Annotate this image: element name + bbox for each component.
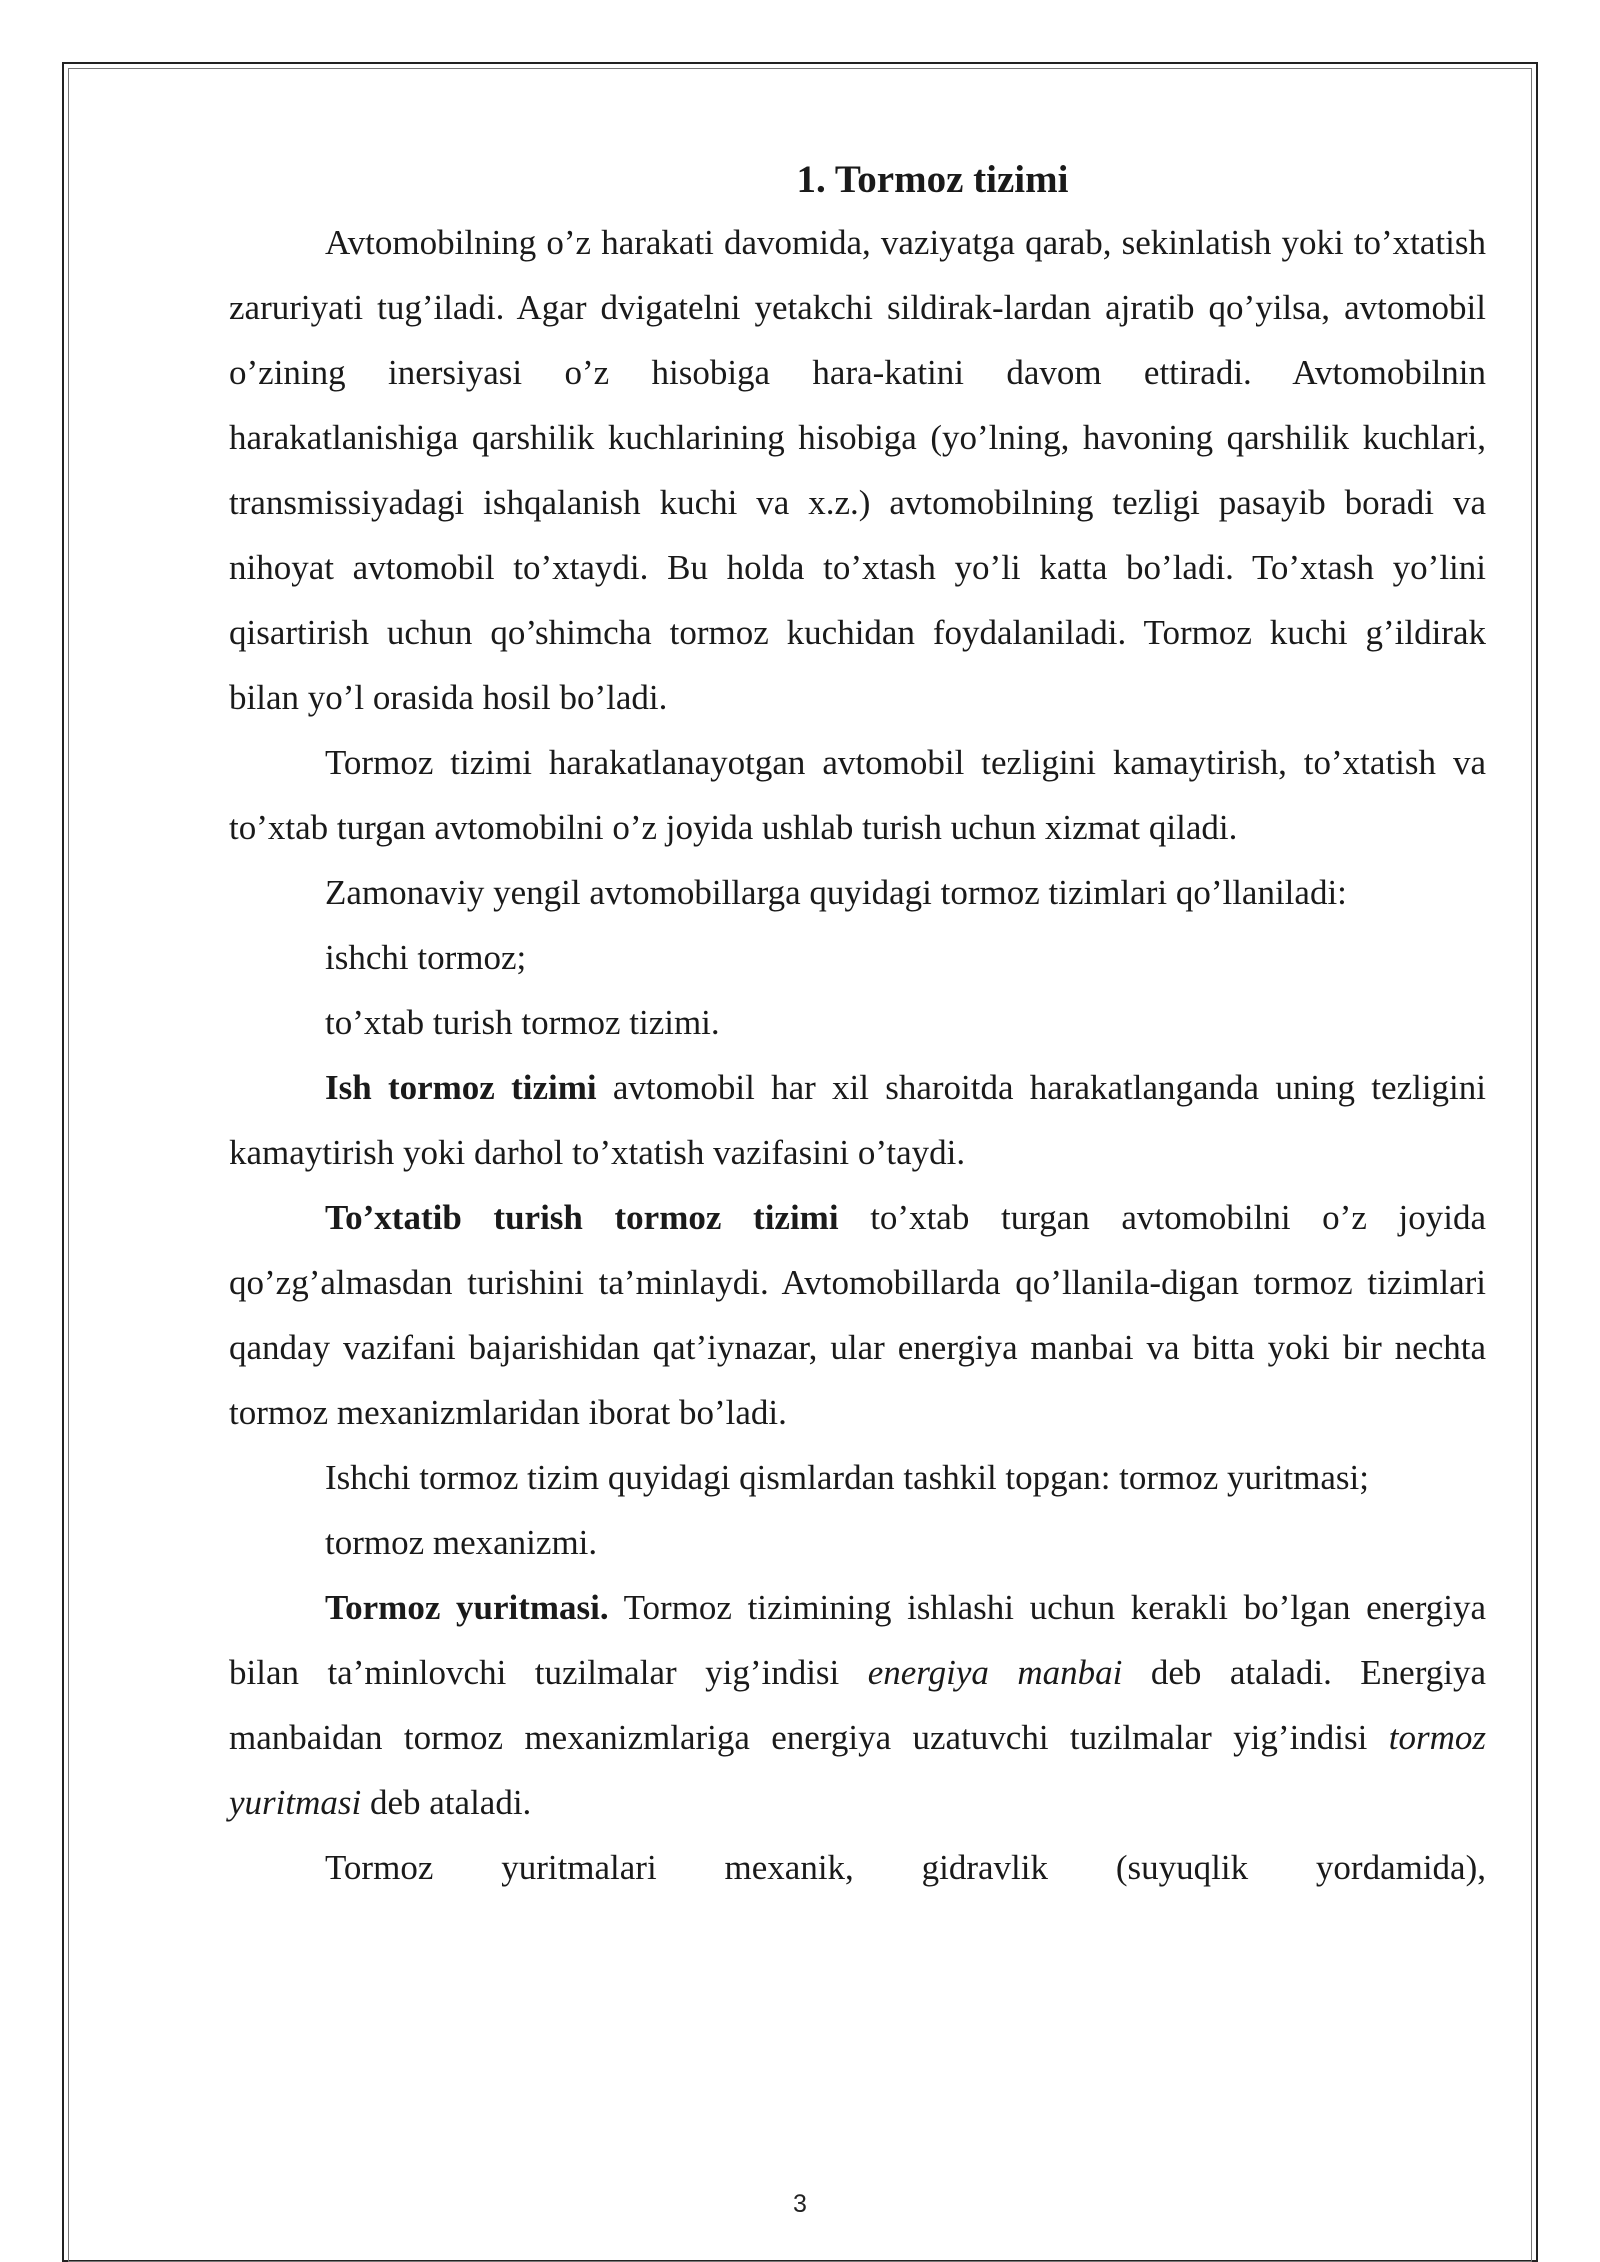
term-energy-source: energiya manbai	[867, 1653, 1123, 1692]
list-item-brake-mechanism: tormoz mexanizmi.	[325, 1523, 598, 1562]
paragraph-drive-types: Tormoz yuritmalari mexanik, gidravlik (suyuqlik yordamida),	[325, 1848, 1486, 1887]
list-item-service-brake: ishchi tormoz;	[325, 938, 527, 977]
paragraph-service-brake-text: avtomobil har xil sharoitda harakatlanganda uning tezligini kamaytirish yoki darhol to’xtatish vazifasini o’taydi.	[229, 1068, 1486, 1172]
document-body	[229, 150, 1486, 1900]
paragraph-brake-drive-text-a: Tormoz tizimining ishlashi uchun kerakli bo’lgan energiya bilan ta’minlovchi tuzilmalar yig’indisi	[229, 1588, 1486, 1692]
paragraph-service-brake	[229, 1055, 1486, 1185]
paragraph-intro: Avtomobilning o’z harakati davomida, vaziyatga qarab, sekinlatish yoki to’xtatish zaruriyati tug’iladi. Agar dvigatelni yetakchi sildirak-lardan ajratib qo’yilsa, avtomobil o’zining inersiyasi o’z hisobiga hara-katini davom ettiradi. Avtomobilnin harakatlanishiga qarshilik kuchlarining hisobiga (yo’lning, havoning qarshilik kuchlari, transmissiyadagi ishqalanish kuchi va x.z.) avtomobilning tezligi pasayib boradi va nihoyat avtomobil to’xtaydi. Bu holda to’xtash yo’li katta bo’ladi. To’xtash yo’lini qisartirish uchun qo’shimcha tormoz kuchidan foydalaniladi. Tormoz kuchi g’ildirak bilan yo’l orasida hosil bo’ladi.	[229, 223, 1486, 717]
term-brake-drive: Tormoz yuritmasi.	[325, 1588, 609, 1627]
paragraph-brake-drive	[229, 1575, 1486, 1835]
list-item-parking-brake: to’xtab turish tormoz tizimi.	[325, 1003, 720, 1042]
term-parking-brake: To’xtatib turish tormoz tizimi	[325, 1198, 839, 1237]
term-brake-drive-italic: tormoz yuritmasi	[229, 1718, 1486, 1822]
paragraph-types-intro: Zamonaviy yengil avtomobillarga quyidagi tormoz tizimlari qo’llaniladi:	[325, 873, 1347, 912]
paragraph-brake-drive-text-c: deb ataladi.	[361, 1783, 532, 1822]
paragraph-brake-drive-text-b: deb ataladi. Energiya manbaidan tormoz mexanizmlariga energiya uzatuvchi tuzilmalar yig’indisi	[229, 1653, 1486, 1757]
paragraph-components: Ishchi tormoz tizim quyidagi qismlardan tashkil topgan: tormoz yuritmasi;	[325, 1458, 1369, 1497]
paragraph-parking-brake	[229, 1185, 1486, 1445]
section-title: 1. Tormoz tizimi	[796, 158, 1069, 201]
paragraph-purpose: Tormoz tizimi harakatlanayotgan avtomobil tezligini kamaytirish, to’xtatish va to’xtab turgan avtomobilni o’z joyida ushlab turish uchun xizmat qiladi.	[229, 743, 1486, 847]
term-service-brake: Ish tormoz tizimi	[325, 1068, 597, 1107]
paragraph-parking-brake-text: to’xtab turgan avtomobilni o’z joyida qo’zg’almasdan turishini ta’minlaydi. Avtomobillarda qo’llanila-digan tormoz tizimlari qanday vazifani bajarishidan qat’iynazar, ular energiya manbai va bitta yoki bir nechta tormoz mexanizmlaridan iborat bo’ladi.	[229, 1198, 1486, 1432]
page-number: 3	[793, 2190, 807, 2218]
